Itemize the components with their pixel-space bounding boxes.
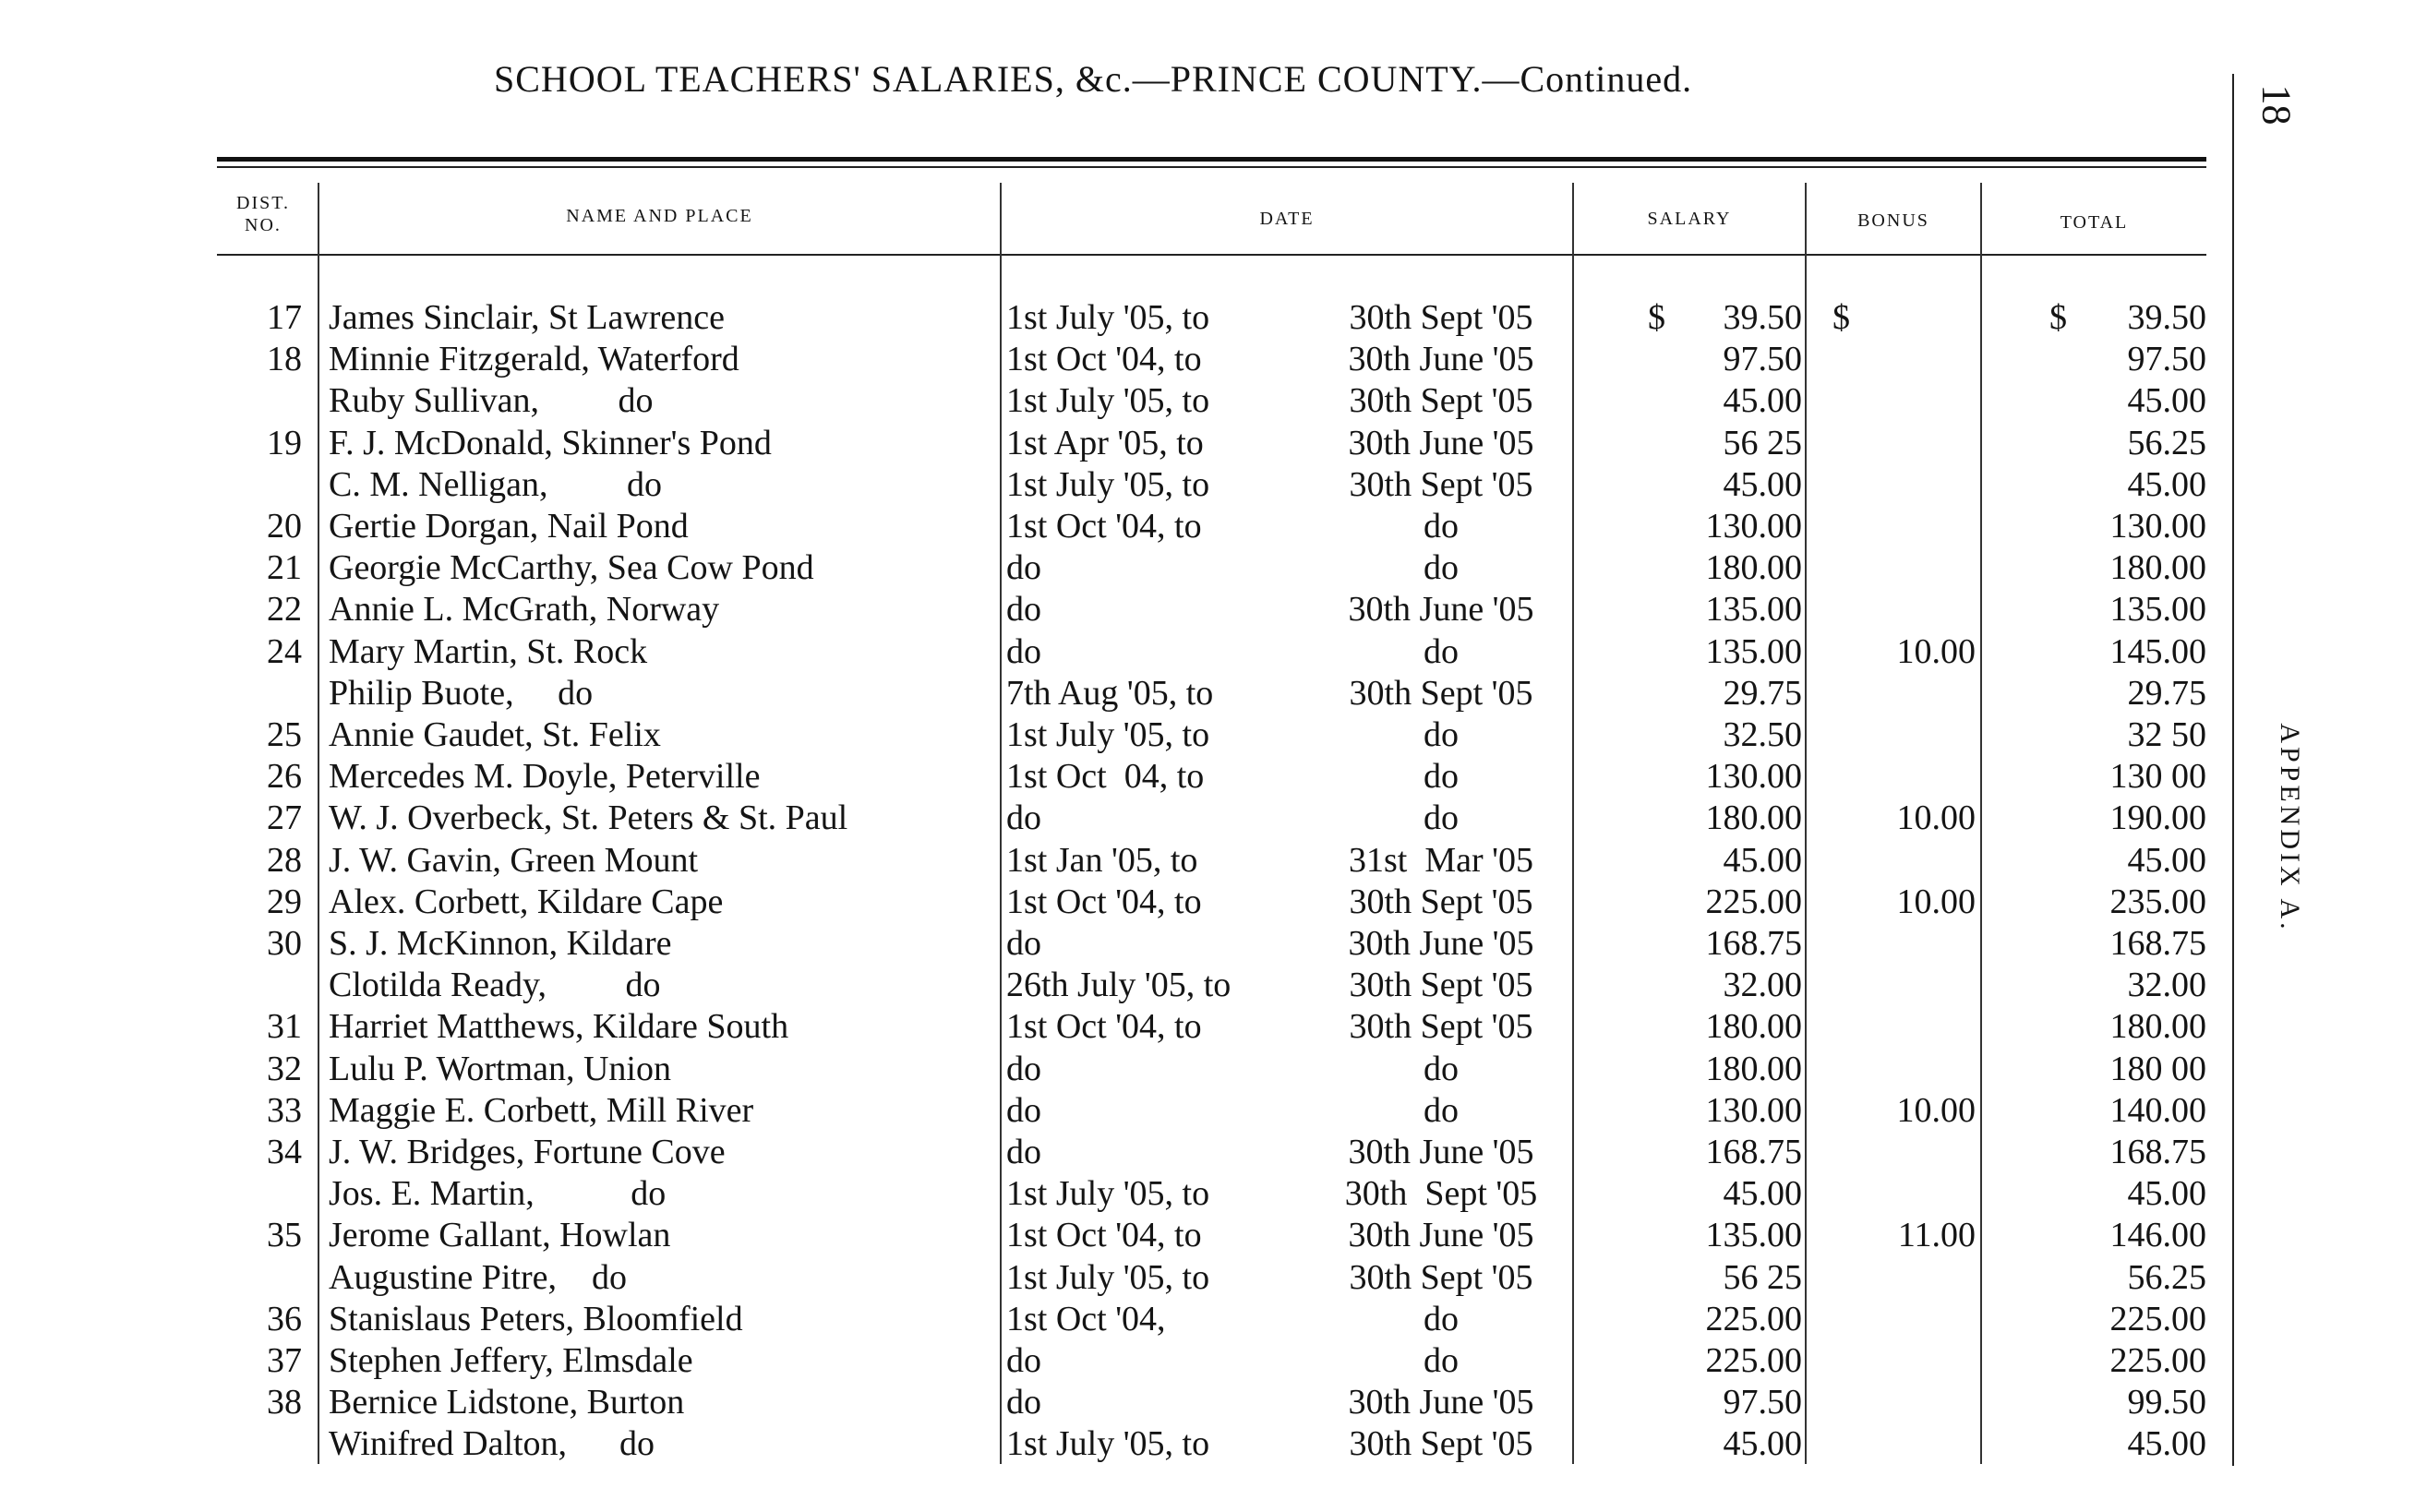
- name-place-cell: Annie Gaudet, St. Felix: [329, 715, 661, 754]
- dist-no-cell: 21: [267, 548, 302, 587]
- name-place-cell: Jos. E. Martin, do: [329, 1174, 667, 1213]
- date-to-cell: 30th Sept '05: [1344, 1174, 1538, 1213]
- dist-no-cell: 29: [267, 882, 302, 921]
- name-place-cell: Georgie McCarthy, Sea Cow Pond: [329, 548, 814, 587]
- salary-cell: 225.00: [1705, 882, 1802, 921]
- date-to-cell: do: [1424, 757, 1459, 796]
- salary-cell: 180.00: [1705, 1050, 1802, 1088]
- total-cell: 130.00: [2109, 507, 2206, 546]
- name-place-cell: J. W. Gavin, Green Mount: [329, 841, 699, 880]
- header-bottom-rule: [217, 254, 2206, 256]
- date-to-cell: 30th Sept '05: [1349, 1424, 1533, 1463]
- salary-cell: 130.00: [1705, 757, 1802, 796]
- name-place-cell: Mercedes M. Doyle, Peterville: [329, 757, 761, 796]
- total-cell: 168.75: [2109, 1133, 2206, 1171]
- name-place-cell: C. M. Nelligan, do: [329, 465, 662, 504]
- name-place-cell: Maggie E. Corbett, Mill River: [329, 1091, 754, 1130]
- date-from-cell: 1st Oct '04, to: [1006, 1007, 1202, 1046]
- bonus-cell: 10.00: [1896, 798, 1976, 837]
- name-place-cell: Lulu P. Wortman, Union: [329, 1050, 671, 1088]
- total-cell: 190.00: [2109, 798, 2206, 837]
- dist-no-cell: 28: [267, 841, 302, 880]
- column-divider-date: [1572, 183, 1574, 1464]
- dist-no-cell: 32: [267, 1050, 302, 1088]
- salary-cell: 135.00: [1705, 632, 1802, 671]
- page-title: SCHOOL TEACHERS' SALARIES, &c.—PRINCE COUNTY.—Continued.: [494, 58, 1693, 100]
- date-to-cell: 30th Sept '05: [1349, 381, 1533, 420]
- date-to-cell: 31st Mar '05: [1348, 841, 1533, 880]
- dist-no-cell: 24: [267, 632, 302, 671]
- bonus-cell: 11.00: [1897, 1216, 1976, 1254]
- total-cell: 180.00: [2109, 1007, 2206, 1046]
- date-to-cell: 30th June '05: [1348, 924, 1534, 963]
- total-cell: 168.75: [2109, 924, 2206, 963]
- salary-cell: 32.50: [1723, 715, 1802, 754]
- date-from-cell: do: [1006, 1341, 1041, 1380]
- name-place-cell: Alex. Corbett, Kildare Cape: [329, 882, 724, 921]
- name-place-cell: Ruby Sullivan, do: [329, 381, 654, 420]
- salary-cell: 56 25: [1723, 1258, 1802, 1297]
- date-from-cell: 1st Oct '04, to: [1006, 340, 1202, 378]
- salary-cell: 39.50: [1723, 298, 1802, 337]
- date-to-cell: 30th June '05: [1348, 590, 1534, 629]
- total-cell: 145.00: [2109, 632, 2206, 671]
- total-cell: 99.50: [2127, 1383, 2206, 1422]
- total-cell: 135.00: [2109, 590, 2206, 629]
- date-from-cell: do: [1006, 798, 1041, 837]
- date-to-cell: do: [1424, 1300, 1459, 1338]
- date-from-cell: 1st July '05, to: [1006, 1174, 1210, 1213]
- table-top-rule-thin: [217, 166, 2206, 168]
- date-to-cell: 30th Sept '05: [1349, 465, 1533, 504]
- date-from-cell: do: [1006, 1133, 1041, 1171]
- dist-no-cell: 30: [267, 924, 302, 963]
- header-total: TOTAL: [2060, 212, 2129, 233]
- date-to-cell: do: [1424, 1341, 1459, 1380]
- date-from-cell: 1st July '05, to: [1006, 1258, 1210, 1297]
- column-divider-dist: [318, 183, 319, 1464]
- total-cell: 97.50: [2127, 340, 2206, 378]
- total-cell: 45.00: [2127, 841, 2206, 880]
- date-to-cell: 30th June '05: [1348, 424, 1534, 462]
- bonus-cell: 10.00: [1896, 882, 1976, 921]
- name-place-cell: Gertie Dorgan, Nail Pond: [329, 507, 689, 546]
- date-to-cell: do: [1424, 715, 1459, 754]
- date-to-cell: 30th Sept '05: [1349, 298, 1533, 337]
- total-cell: 235.00: [2109, 882, 2206, 921]
- salary-cell: 180.00: [1705, 798, 1802, 837]
- total-cell: 130 00: [2109, 757, 2206, 796]
- dist-no-cell: 35: [267, 1216, 302, 1254]
- total-cell: 39.50: [2127, 298, 2206, 337]
- name-place-cell: Stanislaus Peters, Bloomfield: [329, 1300, 743, 1338]
- header-dist: [217, 192, 309, 236]
- salary-cell: 97.50: [1723, 340, 1802, 378]
- dist-no-cell: 38: [267, 1383, 302, 1422]
- date-to-cell: 30th Sept '05: [1349, 1258, 1533, 1297]
- date-from-cell: 1st July '05, to: [1006, 1424, 1210, 1463]
- dist-no-cell: 33: [267, 1091, 302, 1130]
- total-cell: 45.00: [2127, 381, 2206, 420]
- date-from-cell: 1st Apr '05, to: [1006, 424, 1204, 462]
- total-cell: 32 50: [2127, 715, 2206, 754]
- date-from-cell: 26th July '05, to: [1006, 966, 1232, 1004]
- salary-cell: 130.00: [1705, 507, 1802, 546]
- salary-cell: 45.00: [1723, 1424, 1802, 1463]
- page-number: 18: [2253, 84, 2300, 126]
- date-from-cell: 1st Oct '04, to: [1006, 882, 1202, 921]
- name-place-cell: Harriet Matthews, Kildare South: [329, 1007, 789, 1046]
- salary-cell: 56 25: [1723, 424, 1802, 462]
- total-cell: 29.75: [2127, 674, 2206, 713]
- column-divider-bonus: [1980, 183, 1982, 1464]
- dist-no-cell: 31: [267, 1007, 302, 1046]
- salary-cell: 45.00: [1723, 841, 1802, 880]
- name-place-cell: Mary Martin, St. Rock: [329, 632, 648, 671]
- date-to-cell: 30th June '05: [1348, 340, 1534, 378]
- date-from-cell: 1st July '05, to: [1006, 465, 1210, 504]
- salary-dollar-sign: $: [1648, 298, 1665, 337]
- column-divider-name: [1000, 183, 1002, 1464]
- date-to-cell: do: [1424, 1050, 1459, 1088]
- name-place-cell: Stephen Jeffery, Elmsdale: [329, 1341, 693, 1380]
- total-cell: 225.00: [2109, 1341, 2206, 1380]
- total-cell: 146.00: [2109, 1216, 2206, 1254]
- header-date: DATE: [1259, 209, 1315, 229]
- salary-cell: 168.75: [1705, 1133, 1802, 1171]
- total-cell: 56.25: [2127, 424, 2206, 462]
- date-to-cell: 30th June '05: [1348, 1383, 1534, 1422]
- header-dist-line2: NO.: [245, 215, 282, 235]
- salary-cell: 225.00: [1705, 1341, 1802, 1380]
- date-from-cell: do: [1006, 924, 1041, 963]
- page-edge-rule: [2232, 74, 2234, 1466]
- date-to-cell: 30th Sept '05: [1349, 966, 1533, 1004]
- dist-no-cell: 36: [267, 1300, 302, 1338]
- name-place-cell: Minnie Fitzgerald, Waterford: [329, 340, 739, 378]
- date-from-cell: do: [1006, 590, 1041, 629]
- total-cell: 45.00: [2127, 1174, 2206, 1213]
- bonus-dollar-sign: $: [1832, 298, 1850, 337]
- date-from-cell: 1st Oct '04, to: [1006, 507, 1202, 546]
- salary-cell: 168.75: [1705, 924, 1802, 963]
- dist-no-cell: 20: [267, 507, 302, 546]
- salary-cell: 32.00: [1723, 966, 1802, 1004]
- name-place-cell: J. W. Bridges, Fortune Cove: [329, 1133, 726, 1171]
- date-from-cell: do: [1006, 548, 1041, 587]
- date-to-cell: do: [1424, 507, 1459, 546]
- date-from-cell: 1st Oct '04, to: [1006, 1216, 1202, 1254]
- salary-cell: 135.00: [1705, 590, 1802, 629]
- total-cell: 45.00: [2127, 1424, 2206, 1463]
- name-place-cell: Jerome Gallant, Howlan: [329, 1216, 671, 1254]
- name-place-cell: W. J. Overbeck, St. Peters & St. Paul: [329, 798, 848, 837]
- dist-no-cell: 25: [267, 715, 302, 754]
- date-from-cell: do: [1006, 1091, 1041, 1130]
- date-from-cell: do: [1006, 1050, 1041, 1088]
- date-from-cell: 1st Oct 04, to: [1006, 757, 1205, 796]
- appendix-label: APPENDIX A.: [2275, 723, 2305, 933]
- date-to-cell: do: [1424, 798, 1459, 837]
- date-to-cell: 30th Sept '05: [1349, 1007, 1533, 1046]
- date-from-cell: do: [1006, 1383, 1041, 1422]
- total-cell: 56.25: [2127, 1258, 2206, 1297]
- dist-no-cell: 27: [267, 798, 302, 837]
- salary-cell: 130.00: [1705, 1091, 1802, 1130]
- salary-cell: 45.00: [1723, 465, 1802, 504]
- date-to-cell: do: [1424, 1091, 1459, 1130]
- salary-cell: 135.00: [1705, 1216, 1802, 1254]
- dist-no-cell: 22: [267, 590, 302, 629]
- date-to-cell: do: [1424, 632, 1459, 671]
- bonus-cell: 10.00: [1896, 632, 1976, 671]
- date-to-cell: 30th Sept '05: [1349, 674, 1533, 713]
- name-place-cell: Winifred Dalton, do: [329, 1424, 655, 1463]
- name-place-cell: S. J. McKinnon, Kildare: [329, 924, 672, 963]
- salary-cell: 29.75: [1723, 674, 1802, 713]
- total-dollar-sign: $: [2049, 298, 2067, 337]
- salary-cell: 180.00: [1705, 548, 1802, 587]
- date-from-cell: 7th Aug '05, to: [1006, 674, 1214, 713]
- salary-cell: 45.00: [1723, 381, 1802, 420]
- total-cell: 180 00: [2109, 1050, 2206, 1088]
- dist-no-cell: 37: [267, 1341, 302, 1380]
- salary-cell: 45.00: [1723, 1174, 1802, 1213]
- date-to-cell: do: [1424, 548, 1459, 587]
- total-cell: 45.00: [2127, 465, 2206, 504]
- total-cell: 180.00: [2109, 548, 2206, 587]
- date-to-cell: 30th Sept '05: [1349, 882, 1533, 921]
- dist-no-cell: 34: [267, 1133, 302, 1171]
- name-place-cell: F. J. McDonald, Skinner's Pond: [329, 424, 772, 462]
- column-divider-salary: [1805, 183, 1807, 1464]
- header-bonus: BONUS: [1857, 210, 1929, 231]
- date-from-cell: 1st July '05, to: [1006, 381, 1210, 420]
- date-from-cell: 1st July '05, to: [1006, 298, 1210, 337]
- total-cell: 140.00: [2109, 1091, 2206, 1130]
- name-place-cell: Annie L. McGrath, Norway: [329, 590, 720, 629]
- date-to-cell: 30th June '05: [1348, 1216, 1534, 1254]
- date-from-cell: do: [1006, 632, 1041, 671]
- salary-cell: 97.50: [1723, 1383, 1802, 1422]
- name-place-cell: Bernice Lidstone, Burton: [329, 1383, 685, 1422]
- date-from-cell: 1st Oct '04,: [1006, 1300, 1166, 1338]
- name-place-cell: Clotilda Ready, do: [329, 966, 661, 1004]
- date-to-cell: 30th June '05: [1348, 1133, 1534, 1171]
- header-name: NAME AND PLACE: [566, 206, 753, 226]
- date-from-cell: 1st Jan '05, to: [1006, 841, 1198, 880]
- total-cell: 225.00: [2109, 1300, 2206, 1338]
- dist-no-cell: 18: [267, 340, 302, 378]
- table-top-rule: [217, 157, 2206, 162]
- salary-cell: 225.00: [1705, 1300, 1802, 1338]
- dist-no-cell: 26: [267, 757, 302, 796]
- header-dist-line1: DIST.: [236, 193, 290, 213]
- header-salary: SALARY: [1647, 209, 1732, 229]
- salary-cell: 180.00: [1705, 1007, 1802, 1046]
- bonus-cell: 10.00: [1896, 1091, 1976, 1130]
- name-place-cell: Philip Buote, do: [329, 674, 594, 713]
- total-cell: 32.00: [2127, 966, 2206, 1004]
- dist-no-cell: 19: [267, 424, 302, 462]
- name-place-cell: Augustine Pitre, do: [329, 1258, 627, 1297]
- date-from-cell: 1st July '05, to: [1006, 715, 1210, 754]
- name-place-cell: James Sinclair, St Lawrence: [329, 298, 726, 337]
- dist-no-cell: 17: [267, 298, 302, 337]
